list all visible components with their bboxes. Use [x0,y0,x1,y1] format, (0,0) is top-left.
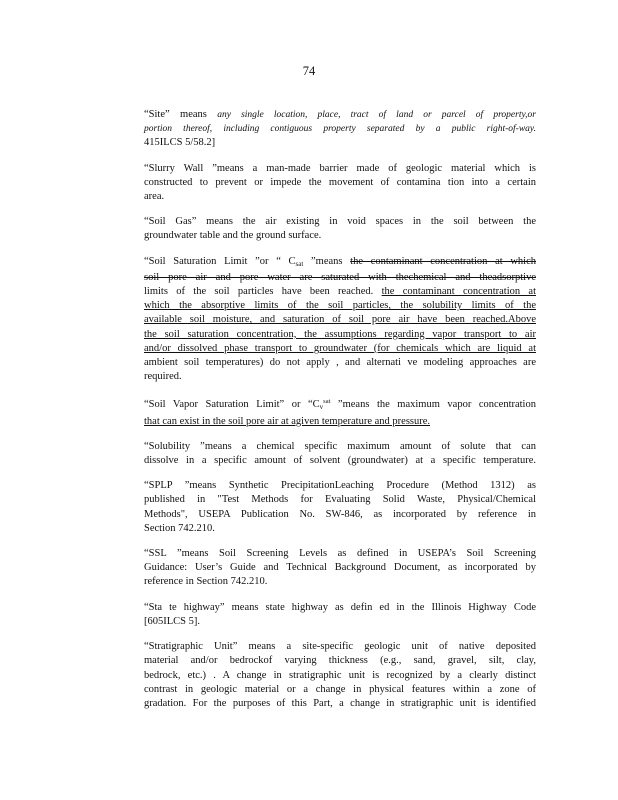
text-line: “Sta te highway” means state highway as defin ed in the Illinois Highway Code [144,601,536,613]
text-line: material and/or bedrockof varying thickness (e.g., sand, gravel, silt, clay, [144,655,536,667]
text-line: Guidance: User’s Guide and Technical Background Document, as incorporated by [144,562,536,574]
text-line: [605ILCS 5]. [144,615,200,627]
text-line: “Slurry Wall ”means a man-made barrier made of geologic material which is [144,162,536,174]
text-line: gradation. For the purposes of this Part, a change in stratigraphic unit is identified [144,697,536,709]
definition-state-highway [144,601,536,629]
inserted-text: and/or dissolved phase transport to groundwater (for chemicals which are liquid at [144,342,536,354]
inserted-text: available soil moisture, and saturation of soil pore air have been reached.Above [144,314,536,326]
definition-soil-saturation-limit [144,255,536,385]
inserted-text: which the absorptive limits of the soil particles, the solubility limits of the [144,300,536,312]
definition-stratigraphic-unit [144,640,536,711]
text-line: “Stratigraphic Unit” means a site-specific geologic unit of native deposited [144,641,536,653]
text-line: contrast in geologic material or a change in physical features within a zone of [144,683,536,695]
inserted-text: the contaminant concentration at [381,286,536,298]
deleted-text: the contaminant concentration at which [350,255,536,267]
definition-splp [144,479,536,536]
definition-site [144,108,536,151]
text-line: published in "Test Methods for Evaluating Solid Waste, Physical/Chemical [144,494,536,506]
text-line: constructed to prevent or impede the movement of contamina tion into a certain [144,176,536,188]
text-line: limits of the soil particles have been reached. the contaminant concentration at [144,286,536,298]
text-line: reference in Section 742.210. [144,576,268,588]
deleted-text: soil pore air and pore water are saturated with thechemical and theadsorptive [144,271,536,283]
text-line: dissolve in a specific amount of solvent (groundwater) at a specific temperature. [144,455,536,467]
definition-solubility [144,440,536,468]
text-line: Methods", USEPA Publication No. SW-846, as incorporated by reference in [144,508,536,520]
definition-ssl [144,547,536,590]
text-line: “Solubility ”means a chemical specific maximum amount of solute that can [144,440,536,452]
text-line: “Soil Vapor Saturation Limit” or “$C_v^{sat}$ ”means the maximum vapor concentration [144,398,536,412]
definition-slurry-wall [144,162,536,205]
text-line: portion thereof, including contiguous property separated by a public right-of-way. [144,124,536,135]
text-line: bedrock, etc.) . A change in stratigraphic unit is recognized by a clearly distinct [144,669,536,681]
text-line: ambient soil temperatures) do not apply , and alternati ve modeling approaches are [144,357,536,369]
text-line: “Soil Saturation Limit ”or “ $C_{sat}$ ”means the contaminant concentration at which [144,255,536,268]
text-line: “SSL ”means Soil Screening Levels as defined in USEPA’s Soil Screening [144,548,536,560]
text-line: area. [144,191,165,203]
definitions-body [144,108,536,722]
definition-soil-vapor-saturation-limit [144,395,536,428]
text-line: Section 742.210. [144,522,215,534]
definition-soil-gas [144,215,536,243]
text-line: required. [144,371,182,383]
text-line: “Site” means any single location, place, tract of land or parcel of property,or [144,109,536,120]
text-line: “SPLP ”means Synthetic PrecipitationLeaching Procedure (Method 1312) as [144,480,536,492]
inserted-text: the soil saturation concentration, the assumptions regarding vapor transport to air [144,328,536,340]
page-number: 74 [302,64,316,78]
inserted-text: that can exist in the soil pore air at agiven temperature and pressure. [144,415,431,427]
text-line: groundwater table and the ground surface. [144,230,322,242]
text-line: “Soil Gas” means the air existing in void spaces in the soil between the [144,216,536,228]
text-line: 415ILCS 5/58.2] [144,137,216,149]
